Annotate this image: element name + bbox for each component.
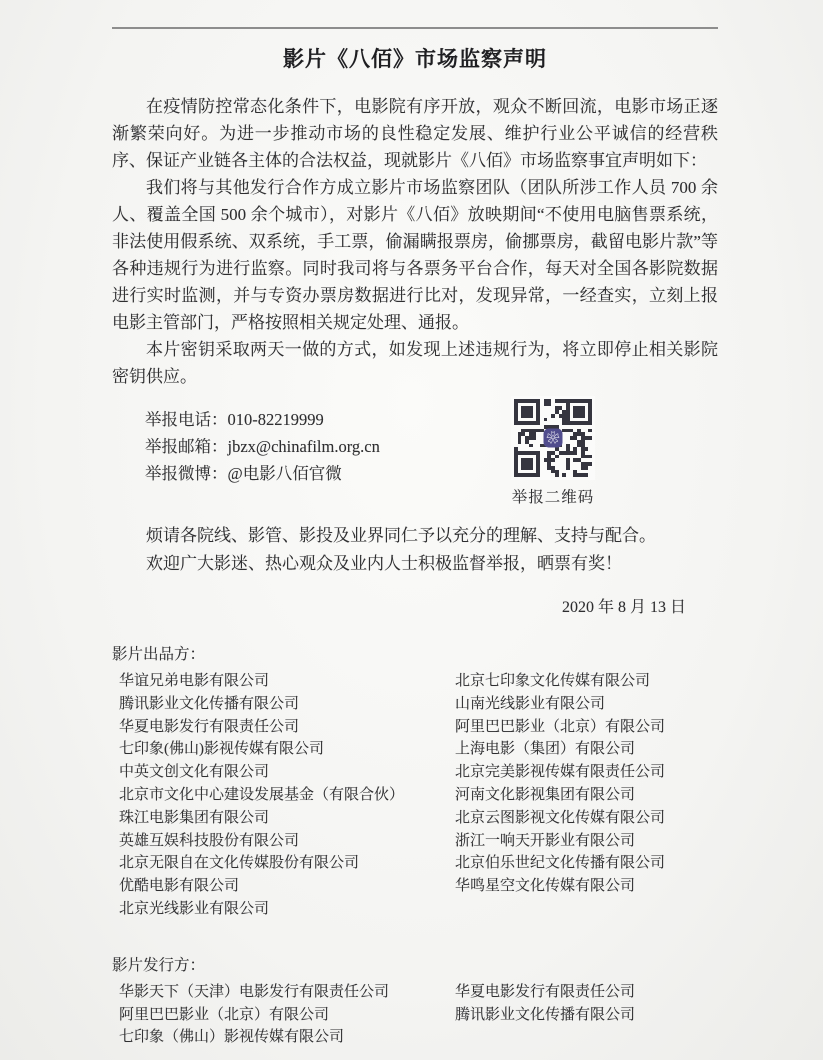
producer-row: [112, 693, 718, 716]
producer-company: 北京无限自在文化传媒股份有限公司: [119, 855, 360, 872]
producer-company: 北京伯乐世纪文化传播有限公司: [455, 855, 666, 872]
report-email-value: jbzx@chinafilm.org.cn: [227, 437, 380, 456]
report-qr-code-image: [511, 396, 595, 480]
paragraph-key-policy: 本片密钥采取两天一做的方式，如发现上述违规行为，将立即停止相关影院密钥供应。: [112, 340, 718, 386]
report-contact-lines: [112, 403, 718, 487]
report-email-label: 举报邮箱：: [145, 437, 228, 456]
producer-company: 英雄互娱科技股份有限公司: [119, 832, 300, 849]
document-page: [112, 27, 718, 1049]
producer-company: 上海电影（集团）有限公司: [455, 741, 636, 758]
producer-row: [112, 761, 718, 784]
distributor-company: [455, 1026, 718, 1049]
producer-company: 河南文化影视集团有限公司: [455, 786, 636, 803]
producer-row: [112, 875, 718, 898]
producer-company: 华夏电影发行有限责任公司: [119, 718, 300, 735]
producers-list: [112, 670, 718, 921]
report-phone-line: [145, 406, 718, 433]
distributor-row: [112, 1026, 718, 1049]
page-title: 影片《八佰》市场监察声明: [283, 47, 547, 71]
producer-company: 北京七印象文化传媒有限公司: [455, 673, 651, 689]
producer-company: 北京完美影视传媒有限责任公司: [455, 764, 666, 781]
producers-section: [112, 644, 718, 921]
paragraph-supervision: 我们将与其他发行合作方成立影片市场监察团队（团队所涉工作人员 700 余人、覆盖全国 500 余个城市），对影片《八佰》放映期间“不使用电脑售票系统，非法使用假系统、双系统，手工票，偷漏瞒报票房，偷挪票房，截留电影片款”等各种违规行为进行监察。同时我司将与各票务平台合作，每天对全国各影院数据进行实时监测，并与专资办票房数据进行比对，发现异常，一经查实，立刻上报电影主管部门，严格按照相关规定处理、通报。: [112, 178, 718, 332]
producer-company: 浙江一响天开影业有限公司: [455, 832, 636, 849]
top-divider-rule: [112, 27, 718, 29]
producer-company: 北京云图影视文化传媒有限公司: [455, 809, 666, 826]
producer-row: [112, 738, 718, 761]
statement-body: [112, 93, 718, 390]
closing-line-cooperation: 烦请各院线、影管、影投及业界同仁予以充分的理解、支持与配合。: [146, 526, 656, 545]
distributor-row: [112, 981, 718, 1004]
producer-company: 北京市文化中心建设发展基金（有限合伙）: [119, 786, 405, 803]
report-weibo-label: 举报微博：: [145, 464, 228, 483]
paragraph-intro: 在疫情防控常态化条件下，电影院有序开放，观众不断回流，电影市场正逐渐繁荣向好。为进一步推动市场的良性稳定发展、维护行业公平诚信的经营秩序、保证产业链各主体的合法权益，现就影片《八佰》市场监察事宜声明如下：: [112, 97, 718, 170]
report-phone-value: 010-82219999: [227, 410, 324, 429]
producer-company: 华鸣星空文化传媒有限公司: [455, 878, 636, 895]
producers-heading: 影片出品方：: [112, 646, 206, 663]
report-weibo-line: [145, 460, 718, 487]
distributors-section: [112, 955, 718, 1049]
statement-date: 2020 年 8 月 13 日: [561, 599, 686, 616]
producer-company: 中英文创文化有限公司: [119, 764, 270, 781]
producer-company: 华谊兄弟电影有限公司: [119, 673, 270, 689]
producer-row: [112, 670, 718, 693]
producer-company: 北京光线影业有限公司: [119, 900, 270, 917]
closing-line-reward: 欢迎广大影迷、热心观众及业内人士积极监督举报，晒票有奖！: [146, 554, 622, 573]
producer-company: 腾讯影业文化传播有限公司: [119, 695, 300, 712]
producer-row: [112, 852, 718, 875]
producer-row: [112, 807, 718, 830]
report-email-line: [145, 433, 718, 460]
distributor-company: 华夏电影发行有限责任公司: [455, 983, 636, 1000]
producer-company: 优酷电影有限公司: [119, 878, 240, 895]
distributor-company: 腾讯影业文化传播有限公司: [455, 1006, 636, 1023]
distributor-company: 华影天下（天津）电影发行有限责任公司: [119, 983, 390, 1000]
report-weibo-value: @电影八佰官微: [227, 464, 342, 483]
producer-company: [455, 898, 718, 921]
producer-row: [112, 898, 718, 921]
producer-company: 山南光线影业有限公司: [455, 695, 606, 712]
distributor-company: 阿里巴巴影业（北京）有限公司: [119, 1006, 330, 1023]
closing-remarks: [112, 522, 718, 578]
qr-center-logo-icon: ❀: [544, 429, 563, 448]
producer-row: [112, 784, 718, 807]
report-contact-section: [112, 403, 718, 509]
distributor-row: [112, 1004, 718, 1027]
producer-company: 珠江电影集团有限公司: [119, 809, 270, 826]
report-phone-label: 举报电话：: [145, 410, 228, 429]
distributor-company: 七印象（佛山）影视传媒有限公司: [119, 1029, 345, 1046]
producer-row: [112, 716, 718, 739]
report-qr-block: [496, 396, 610, 507]
producer-row: [112, 830, 718, 853]
qr-caption: 举报二维码: [511, 489, 595, 506]
distributors-list: [112, 981, 718, 1049]
producer-company: 七印象(佛山)影视传媒有限公司: [119, 741, 324, 758]
distributors-heading: 影片发行方：: [112, 956, 206, 974]
producer-company: 阿里巴巴影业（北京）有限公司: [455, 718, 666, 735]
